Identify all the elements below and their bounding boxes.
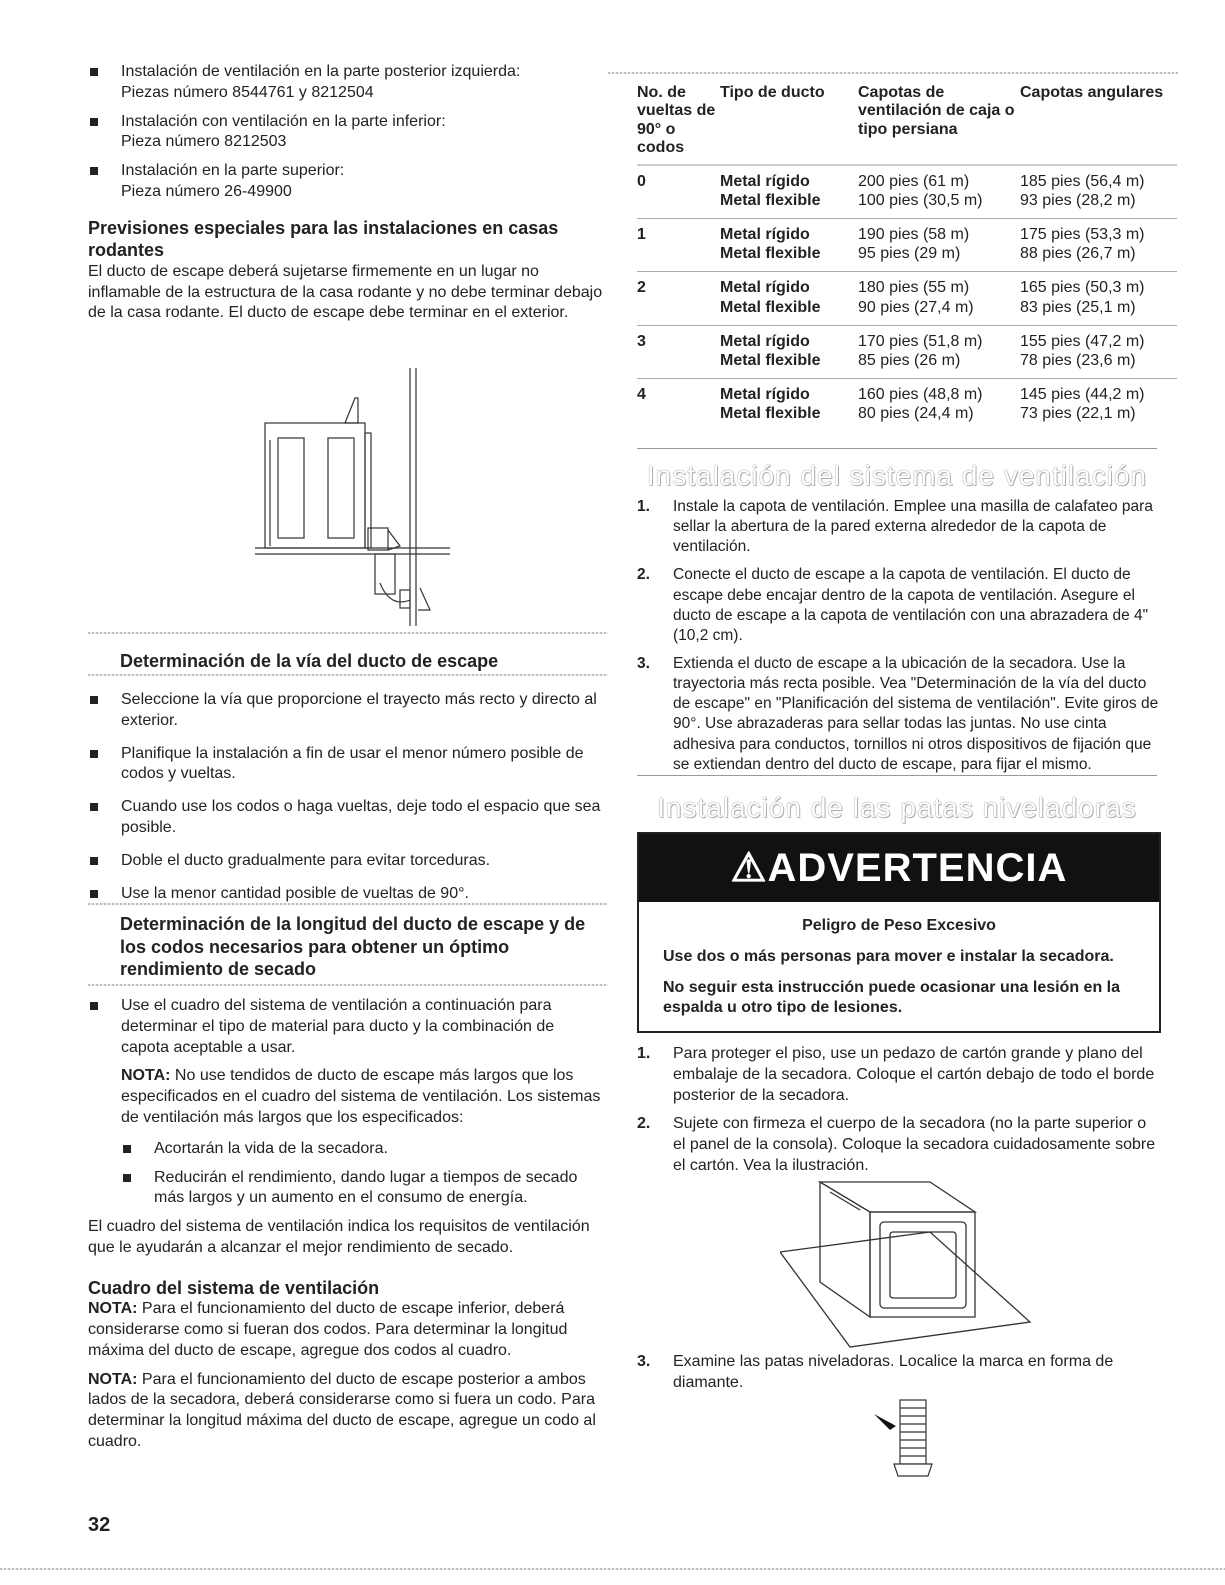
warning-subtitle: Peligro de Peso Excesivo bbox=[802, 917, 996, 934]
path-heading: Determinación de la vía del ducto de escape bbox=[120, 651, 499, 671]
table-row: 4 Metal rígido Metal flexible 160 pies (48,8 m) 80 pies (24,4 m) 145 pies (44,2 m) 73 pies (22,1 m) bbox=[637, 386, 1145, 423]
list-item: Planifique la instalación a fin de usar el menor número posible de codos y vueltas. bbox=[88, 744, 603, 786]
list-item: 3. Examine las patas niveladoras. Localice la marca en forma de diamante. bbox=[637, 1353, 1114, 1391]
warning-body bbox=[639, 902, 1159, 1031]
divider bbox=[637, 775, 1157, 776]
length-section bbox=[88, 996, 603, 1453]
parts-list bbox=[88, 62, 608, 203]
list-item: Use el cuadro del sistema de ventilación a continuación para determinar el tipo de material para ducto y la combinación de capota aceptable a usar. NOTA: No use tendidos de ducto de escape más largos que los especificados en el cuadro del sistema de ventilación. Los sistemas de ventilación más largos que los especificados: Acortarán la vida de la secadora. Reducirán el rendimiento, dando lugar a tiempos de secado más largos y un aumento en el consumo de energía. bbox=[88, 996, 603, 1209]
warning-box bbox=[637, 832, 1161, 1033]
list-item: 1. Para proteger el piso, use un pedazo de cartón grande y plano del embalaje de la secadora. Coloque el cartón debajo de todo el borde posterior de la secadora. bbox=[637, 1045, 1155, 1104]
col-header-type: Tipo de ducto bbox=[720, 84, 825, 101]
list-item: Seleccione la vía que proporcione el trayecto más recto y directo al exterior. bbox=[88, 690, 603, 732]
warning-line-2: No seguir esta instrucción puede ocasionar una lesión en la espalda u otro tipo de lesiones. bbox=[663, 978, 1121, 1017]
length-list bbox=[88, 996, 603, 1209]
vent-table bbox=[637, 80, 1177, 431]
chart-heading: Cuadro del sistema de ventilación bbox=[88, 1277, 380, 1298]
table-row: 1 Metal rígido Metal flexible 190 pies (58 m) 95 pies (29 m) 175 pies (53,3 m) 88 pies (26,7 m) bbox=[637, 218, 1177, 271]
leg-steps-list bbox=[637, 1044, 1162, 1177]
legs-section-title: Instalación de las patas niveladoras bbox=[657, 792, 1137, 823]
bottom-edge bbox=[0, 1568, 1225, 1570]
mobile-home-dryer-illustration bbox=[250, 368, 450, 628]
nota-3: NOTA: Para el funcionamiento del ducto de escape posterior a ambos lados de la secadora, deberá considerarse como si fuera un codo. Para determinar la longitud máxima del ducto de escape, agregue un codo al cuadro. bbox=[88, 1370, 596, 1451]
part-number: Piezas número 8544761 y 8212504 bbox=[121, 83, 374, 101]
dryer-on-cardboard-illustration bbox=[780, 1172, 1040, 1352]
divider bbox=[88, 674, 608, 676]
mobile-home-text: El ducto de escape deberá sujetarse firmemente en un lugar no inflamable de la estructura de la casa rodante y no debe terminar debajo de la casa rodante. El ducto de escape debe terminar en el exterior. bbox=[88, 262, 603, 322]
list-item: 1. Instale la capota de ventilación. Emplee una masilla de calafateo para sellar la abertura de la pared externa alrededor de la capota de ventilación. bbox=[637, 498, 1153, 556]
table-row: 0 Metal rígido Metal flexible 200 pies (61 m) 100 pies (30,5 m) 185 pies (56,4 m) 93 pies (28,2 m) bbox=[637, 165, 1177, 219]
path-section bbox=[88, 690, 603, 912]
col-header-angled-hoods: Capotas angulares bbox=[1020, 84, 1164, 101]
leveling-leg-illustration bbox=[872, 1396, 942, 1480]
vent-section-title: Instalación del sistema de ventilación bbox=[646, 460, 1148, 491]
list-item: Doble el ducto gradualmente para evitar torceduras. bbox=[88, 851, 603, 872]
divider bbox=[88, 632, 608, 634]
mobile-home-heading: Previsiones especiales para las instalaciones en casas rodantes bbox=[88, 217, 559, 261]
vent-steps bbox=[637, 497, 1162, 783]
list-item: 3. Extienda el ducto de escape a la ubicación de la secadora. Use la trayectoria más recta posible. Vea "Determinación de la vía del ducto de escape" en "Planificación del sistema de ventilación". Evite giros de 90°. Use abrazaderas para sellar todas las juntas. No use cinta adhesiva para conductos, tornillos ni otros dispositivos de fijación que se extiendan dentro del ducto de escape, para fijar el mismo. bbox=[637, 654, 1159, 773]
list-item: 2. Conecte el ducto de escape a la capota de ventilación. El ducto de escape debe encajar dentro de la capota de ventilación. Asegure el ducto de escape a la capota de ventilación con una abrazadera de 4" (10,2 cm). bbox=[637, 566, 1149, 644]
vent-steps-list bbox=[637, 497, 1162, 775]
table-row: 3 Metal rígido Metal flexible 170 pies (51,8 m) 85 pies (26 m) 155 pies (47,2 m) 78 pies (23,6 m) bbox=[637, 325, 1177, 378]
part-number: Pieza número 26-49900 bbox=[121, 182, 292, 200]
col-header-box-hoods: Capotas de ventilación de caja o tipo persiana bbox=[858, 84, 1015, 138]
divider bbox=[88, 903, 608, 905]
divider bbox=[637, 448, 1157, 449]
list-item: Cuando use los codos o haga vueltas, deje todo el espacio que sea posible. bbox=[88, 797, 603, 839]
warning-line-1: Use dos o más personas para mover e instalar la secadora. bbox=[663, 947, 1114, 965]
list-item: Instalación con ventilación en la parte inferior: Pieza número 8212503 bbox=[88, 112, 608, 154]
col-header-turns: No. de vueltas de 90° o codos bbox=[637, 84, 716, 157]
leg-steps bbox=[637, 1044, 1162, 1185]
vent-table-wrap bbox=[637, 80, 1177, 431]
length-heading: Determinación de la longitud del ducto de escape y de los codos necesarios para obtener un óptimo rendimiento de secado bbox=[120, 914, 586, 979]
path-list bbox=[88, 690, 603, 904]
leg-step-3 bbox=[637, 1352, 1162, 1402]
divider bbox=[88, 984, 608, 986]
sub-list bbox=[121, 1139, 603, 1209]
warning-header bbox=[639, 834, 1159, 902]
list-item: Use la menor cantidad posible de vueltas de 90°. bbox=[88, 884, 603, 905]
nota-1: NOTA: No use tendidos de ducto de escape más largos que los especificados en el cuadro del sistema de ventilación. Los sistemas de ventilación más largos que los especificados: bbox=[121, 1067, 601, 1126]
table-header-row bbox=[637, 80, 1177, 165]
warning-triangle-icon: ⚠ bbox=[730, 846, 768, 890]
table-top-rule bbox=[608, 72, 1178, 74]
warning-title: ADVERTENCIA bbox=[767, 846, 1068, 890]
list-item: Acortarán la vida de la secadora. bbox=[121, 1139, 603, 1160]
chart-intro-text: El cuadro del sistema de ventilación indica los requisitos de ventilación que le ayudarán a alcanzar el mejor rendimiento de secado. bbox=[88, 1218, 590, 1256]
list-item: Reducirán el rendimiento, dando lugar a tiempos de secado más largos y un aumento en el consumo de energía. bbox=[121, 1168, 603, 1210]
nota-2: NOTA: Para el funcionamiento del ducto de escape inferior, deberá considerarse como si fueran dos codos. Para determinar la longitud máxima del ducto de escape, agregue dos codos al cuadro. bbox=[88, 1300, 568, 1359]
list-item: Instalación en la parte superior: Pieza número 26-49900 bbox=[88, 161, 608, 203]
table-row: 2 Metal rígido Metal flexible 180 pies (55 m) 90 pies (27,4 m) 165 pies (50,3 m) 83 pies (25,1 m) bbox=[637, 272, 1177, 325]
left-column bbox=[88, 62, 608, 324]
list-item: Instalación de ventilación en la parte posterior izquierda: Piezas número 8544761 y 8212504 bbox=[88, 62, 608, 104]
list-item: 2. Sujete con firmeza el cuerpo de la secadora (no la parte superior o el panel de la consola). Coloque la secadora cuidadosamente sobre el cartón. Vea la ilustración. bbox=[637, 1115, 1156, 1174]
part-number: Pieza número 8212503 bbox=[121, 133, 287, 151]
page-number: 32 bbox=[88, 1514, 111, 1536]
